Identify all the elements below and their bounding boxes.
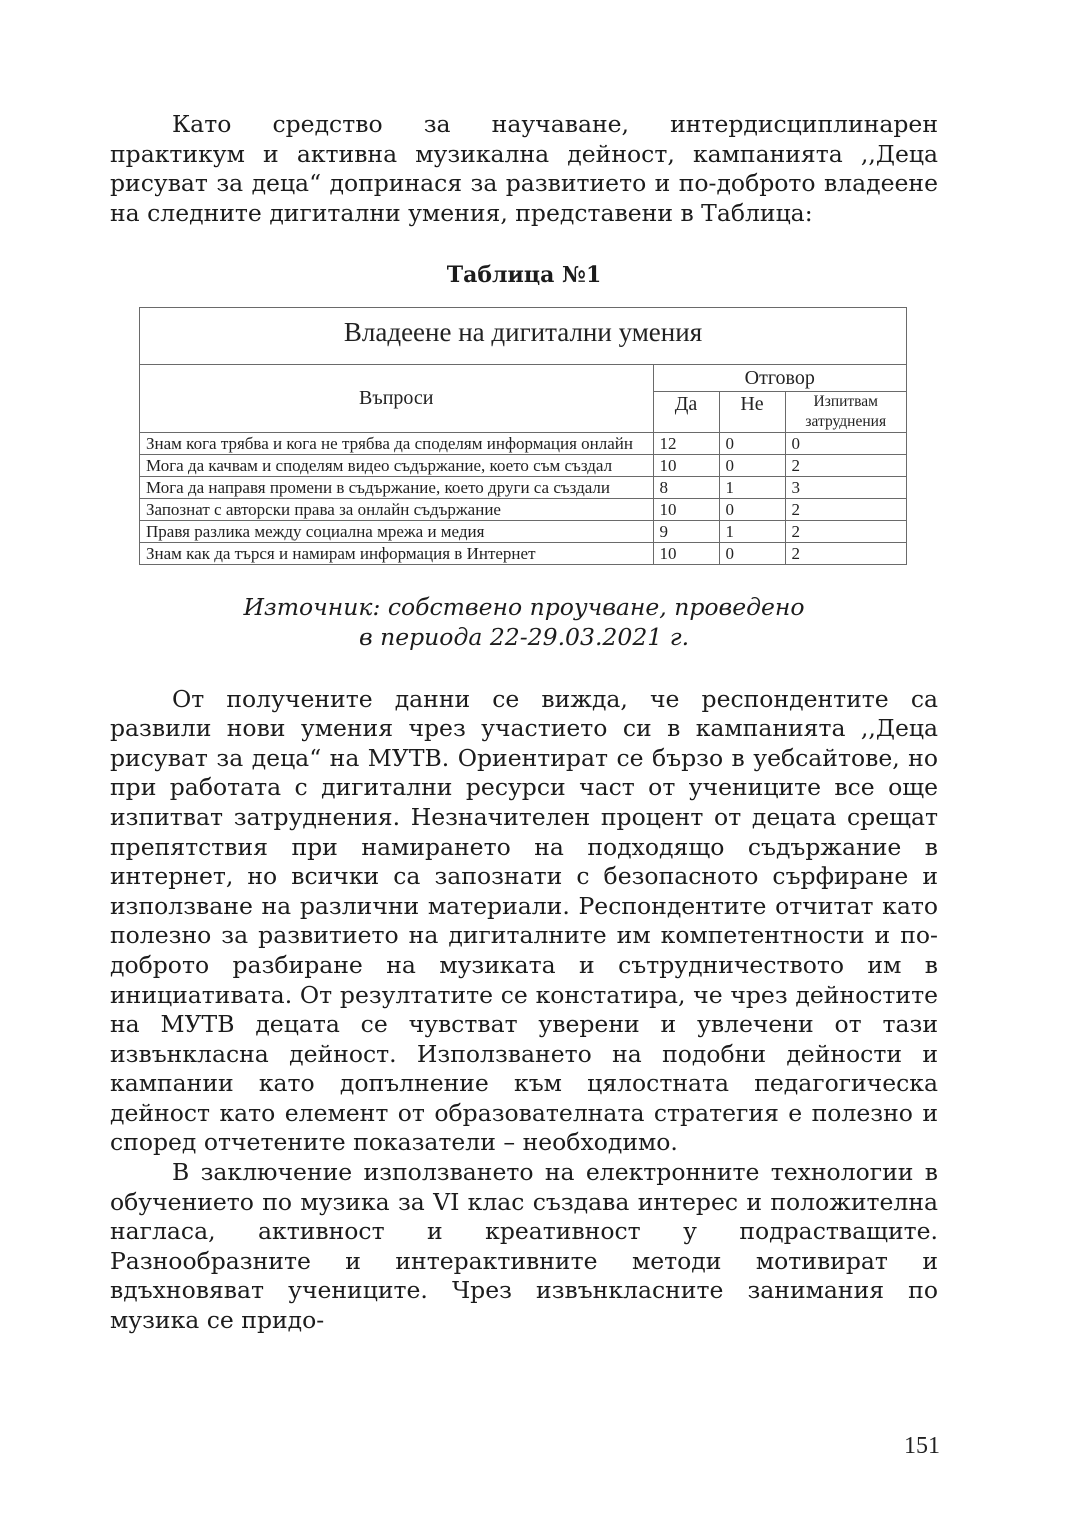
no-cell: 0 (719, 433, 785, 455)
answer-header: Отговор (653, 365, 906, 392)
table-row (140, 543, 906, 565)
no-cell: 0 (719, 543, 785, 565)
yes-cell: 8 (653, 477, 719, 499)
table-heading: Таблица №1 (446, 262, 602, 289)
question-cell: Запознат с авторски права за онлайн съдържание (140, 499, 653, 521)
questions-header: Въпроси (140, 365, 653, 433)
no-cell: 0 (719, 455, 785, 477)
table-source-caption (110, 593, 938, 652)
difficulty-cell: 2 (785, 455, 906, 477)
question-cell: Знам кога трябва и кога не трябва да споделям информация онлайн (140, 433, 653, 455)
no-cell: 1 (719, 477, 785, 499)
difficulty-cell: 2 (785, 543, 906, 565)
question-cell: Правя разлика между социална мрежа и медия (140, 521, 653, 543)
results-paragraph: От получените данни се вижда, че респондентите са развили нови умения чрез участието си в кампанията ,,Деца рисуват за деца“ на МУТВ. Ориентират се бързо в уебсайтове, но при работата с дигитални ресурси част от учениците все още изпитват затруднения. Незначителен процент от децата срещат препятствия при намирането на подходящо съдържание в интернет, но всички са запознати с безопасното сърфиране и използване на различни материали. Респондентите отчитат като полезно за развитието на дигиталните им компетентности и по-доброто разбиране на музиката и сътрудничеството им в инициативата. От резултатите се констатира, че чрез дейностите на МУТВ децата се чувстват уверени и увлечени от тази извънкласна дейност. Използването на подобни дейности и кампании като допълнение към цялостната педагогическа дейност като елемент от образователната стратегия е полезно и според отчетените показатели – необходимо. (110, 684, 938, 1157)
page-content (110, 110, 938, 1336)
table-row (140, 499, 906, 521)
no-cell: 0 (719, 499, 785, 521)
yes-cell: 10 (653, 499, 719, 521)
skills-table (139, 307, 907, 565)
answer-difficulty-header: Изпитвам затруднения (785, 392, 906, 433)
difficulty-cell: 0 (785, 433, 906, 455)
yes-cell: 9 (653, 521, 719, 543)
difficulty-cell: 2 (785, 499, 906, 521)
table-row (140, 521, 906, 543)
no-cell: 1 (719, 521, 785, 543)
table-row (140, 433, 906, 455)
yes-cell: 10 (653, 455, 719, 477)
page-number: 151 (904, 1433, 940, 1459)
intro-paragraph: Като средство за научаване, интердисциплинарен практикум и активна музикална дейност, кампанията ,,Деца рисуват за деца“ допринася за развитието и по-доброто владеене на следните дигитални умения, представени в Таблица: (110, 110, 938, 227)
answer-yes-header: Да (653, 392, 719, 433)
table-header-row (140, 365, 906, 392)
difficulty-cell: 2 (785, 521, 906, 543)
table-title: Владеене на дигитални умения (140, 308, 906, 365)
table-row (140, 455, 906, 477)
yes-cell: 12 (653, 433, 719, 455)
source-line-2: в периода 22-29.03.2021 г. (358, 622, 690, 651)
skills-table-grid (140, 365, 906, 564)
source-line-1: Източник: собствено проучване, проведено (243, 593, 805, 622)
conclusion-paragraph: В заключение използването на електронните технологии в обучението по музика за VI клас създава интерес и положителна нагласа, активност и креативност у подрастващите. Разнообразните и интерактивните методи мотивират и вдъхновяват учениците. Чрез извънкласните занимания по музика се придо- (110, 1158, 938, 1335)
question-cell: Мога да направя промени в съдържание, което други са създали (140, 477, 653, 499)
difficulty-cell: 3 (785, 477, 906, 499)
yes-cell: 10 (653, 543, 719, 565)
table-row (140, 477, 906, 499)
body-text (110, 685, 938, 1336)
question-cell: Мога да качвам и споделям видео съдържание, което съм създал (140, 455, 653, 477)
question-cell: Знам как да търся и намирам информация в Интернет (140, 543, 653, 565)
answer-no-header: Не (719, 392, 785, 433)
